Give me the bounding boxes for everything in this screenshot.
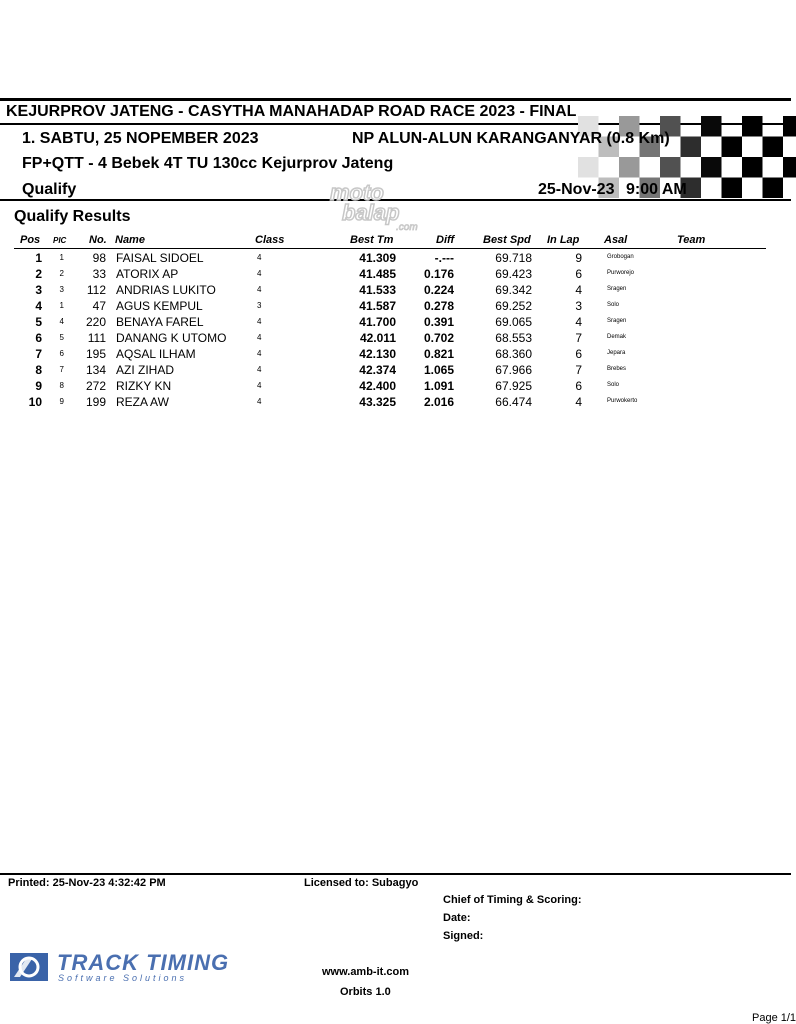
cell-name: REZA AW (116, 395, 169, 409)
cell-pic: 5 (59, 333, 64, 342)
cell-pos: 2 (35, 267, 42, 281)
cell-best-spd: 68.553 (495, 331, 532, 345)
event-title: KEJURPROV JATENG - CASYTHA MANAHADAP ROAD RACE 2023 - FINAL (6, 103, 577, 120)
cell-diff: 1.065 (423, 363, 454, 377)
cell-best-tm: 41.587 (359, 299, 396, 313)
col-name: Name (115, 234, 145, 246)
cell-no: 199 (85, 395, 106, 409)
cell-best-tm: 43.325 (359, 395, 396, 409)
col-asal: Asal (604, 234, 628, 246)
col-team: Team (677, 234, 706, 246)
cell-best-tm: 42.400 (359, 379, 396, 393)
cell-in-lap: 4 (575, 283, 582, 297)
col-no: No. (89, 234, 107, 246)
table-row (0, 283, 791, 299)
cell-asal: Purwokerto (607, 398, 638, 404)
cell-best-spd: 69.718 (495, 251, 532, 265)
cell-no: 33 (92, 267, 106, 281)
cell-diff: 0.391 (423, 315, 454, 329)
cell-no: 220 (85, 315, 106, 329)
cell-class: 4 (257, 333, 262, 342)
motobalap-watermark (326, 178, 436, 234)
printed-timestamp: Printed: 25-Nov-23 4:32:42 PM (8, 877, 166, 889)
licensed-to: Licensed to: Subagyo (304, 877, 419, 889)
col-best-spd: Best Spd (483, 234, 531, 246)
chief-of-timing-label: Chief of Timing & Scoring: (443, 894, 582, 906)
cell-diff: 0.702 (423, 331, 454, 345)
cell-class: 4 (257, 317, 262, 326)
cell-pic: 2 (59, 269, 64, 278)
track-timing-icon (10, 953, 48, 981)
cell-best-tm: 42.130 (359, 347, 396, 361)
cell-pic: 1 (59, 253, 64, 262)
cell-pos: 8 (35, 363, 42, 377)
cell-class: 4 (257, 269, 262, 278)
cell-name: RIZKY KN (116, 379, 172, 393)
software-version: Orbits 1.0 (340, 986, 391, 998)
cell-diff: 1.091 (423, 379, 454, 393)
table-row (0, 379, 791, 395)
cell-in-lap: 9 (575, 251, 582, 265)
cell-pic: 6 (59, 349, 64, 358)
cell-best-spd: 67.925 (495, 379, 532, 393)
race-time: 9:00 AM (626, 181, 687, 198)
cell-class: 4 (257, 397, 262, 406)
cell-diff: 0.278 (423, 299, 454, 313)
cell-in-lap: 4 (575, 315, 582, 329)
cell-class: 4 (257, 285, 262, 294)
cell-diff: 0.821 (423, 347, 454, 361)
table-row (0, 315, 791, 331)
venue: NP ALUN-ALUN KARANGANYAR (0.8 Km) (352, 130, 670, 147)
cell-class: 4 (257, 349, 262, 358)
cell-best-tm: 42.011 (359, 331, 396, 345)
cell-diff: -.--- (434, 251, 454, 265)
cell-in-lap: 7 (575, 363, 582, 377)
cell-name: AZI ZIHAD (116, 363, 175, 377)
cell-name: FAISAL SIDOEL (116, 251, 204, 265)
cell-pos: 7 (35, 347, 42, 361)
cell-pic: 8 (59, 381, 64, 390)
cell-best-tm: 42.374 (359, 363, 396, 377)
cell-class: 4 (257, 381, 262, 390)
cell-pos: 4 (35, 299, 42, 313)
footer-rule (0, 873, 791, 875)
cell-best-spd: 69.342 (495, 283, 532, 297)
cell-name: AQSAL ILHAM (116, 347, 196, 361)
page-number: Page 1/1 (752, 1012, 796, 1024)
cell-best-spd: 68.360 (495, 347, 532, 361)
cell-pic: 1 (59, 301, 64, 310)
table-row (0, 363, 791, 379)
table-row (0, 331, 791, 347)
cell-asal: Sragen (607, 318, 627, 324)
race-date: 25-Nov-23 (538, 181, 615, 198)
cell-pos: 9 (35, 379, 42, 393)
col-class: Class (255, 234, 285, 246)
results-title: Qualify Results (14, 208, 131, 225)
cell-no: 134 (85, 363, 106, 377)
cell-asal: Sragen (607, 286, 627, 292)
col-best-tm: Best Tm (350, 234, 394, 246)
table-row (0, 267, 791, 283)
cell-in-lap: 7 (575, 331, 582, 345)
cell-best-tm: 41.533 (359, 283, 396, 297)
cell-best-tm: 41.485 (359, 267, 396, 281)
top-rule (0, 98, 791, 101)
watermark-line1: moto (330, 180, 384, 205)
cell-name: ATORIX AP (116, 267, 179, 281)
col-diff: Diff (436, 234, 455, 246)
cell-best-spd: 67.966 (495, 363, 532, 377)
logo-subtitle: Software Solutions (58, 973, 188, 983)
website-link[interactable]: www.amb-it.com (322, 966, 409, 978)
cell-in-lap: 6 (575, 267, 582, 281)
cell-no: 111 (87, 331, 106, 345)
cell-best-tm: 41.700 (359, 315, 396, 329)
cell-pic: 7 (59, 365, 64, 374)
cell-asal: Brebes (607, 366, 627, 372)
table-row (0, 347, 791, 363)
cell-in-lap: 6 (575, 379, 582, 393)
signed-label: Signed: (443, 930, 484, 942)
cell-no: 98 (92, 251, 106, 265)
table-row (0, 395, 791, 411)
table-row (0, 251, 791, 267)
cell-pic: 9 (59, 397, 64, 406)
cell-pos: 1 (35, 251, 42, 265)
cell-class: 4 (257, 253, 262, 262)
cell-no: 272 (85, 379, 106, 393)
cell-name: AGUS KEMPUL (116, 299, 203, 313)
cell-class: 3 (257, 301, 262, 310)
track-timing-logo (10, 951, 240, 985)
cell-asal: Jepara (607, 350, 626, 356)
cell-asal: Purworejo (607, 270, 635, 276)
cell-best-tm: 41.309 (359, 251, 396, 265)
cell-best-spd: 66.474 (495, 395, 532, 409)
col-in-lap: In Lap (547, 234, 580, 246)
cell-pos: 5 (35, 315, 42, 329)
logo-name: TRACK TIMING (57, 950, 230, 975)
cell-diff: 0.224 (423, 283, 454, 297)
watermark-line3: .com (396, 222, 418, 233)
cell-pos: 3 (35, 283, 42, 297)
cell-name: BENAYA FAREL (116, 315, 204, 329)
cell-asal: Demak (607, 334, 627, 340)
col-pos: Pos (20, 234, 41, 246)
cell-pic: 3 (59, 285, 64, 294)
cell-in-lap: 6 (575, 347, 582, 361)
cell-name: ANDRIAS LUKITO (116, 283, 216, 297)
watermark-line2: balap (342, 200, 400, 225)
cell-best-spd: 69.065 (495, 315, 532, 329)
cell-name: DANANG K UTOMO (116, 331, 227, 345)
cell-pos: 6 (35, 331, 42, 345)
cell-pos: 10 (28, 395, 42, 409)
col-pic: PIC (53, 236, 67, 245)
cell-in-lap: 4 (575, 395, 582, 409)
cell-asal: Solo (607, 302, 620, 308)
cell-best-spd: 69.423 (495, 267, 532, 281)
cell-no: 47 (92, 299, 106, 313)
cell-diff: 0.176 (423, 267, 454, 281)
cell-class: 4 (257, 365, 262, 374)
cell-in-lap: 3 (575, 299, 582, 313)
race-class: FP+QTT - 4 Bebek 4T TU 130cc Kejurprov Jateng (22, 155, 394, 172)
table-row (0, 299, 791, 315)
session-type: Qualify (22, 181, 77, 198)
date-label: Date: (443, 912, 471, 924)
cell-asal: Grobogan (607, 254, 634, 260)
cell-asal: Solo (607, 382, 620, 388)
session-date: 1. SABTU, 25 NOPEMBER 2023 (22, 130, 259, 147)
cell-diff: 2.016 (423, 395, 454, 409)
cell-best-spd: 69.252 (495, 299, 532, 313)
cell-no: 112 (86, 283, 106, 297)
cell-pic: 4 (59, 317, 64, 326)
cell-no: 195 (85, 347, 106, 361)
table-header-rule (14, 248, 766, 249)
